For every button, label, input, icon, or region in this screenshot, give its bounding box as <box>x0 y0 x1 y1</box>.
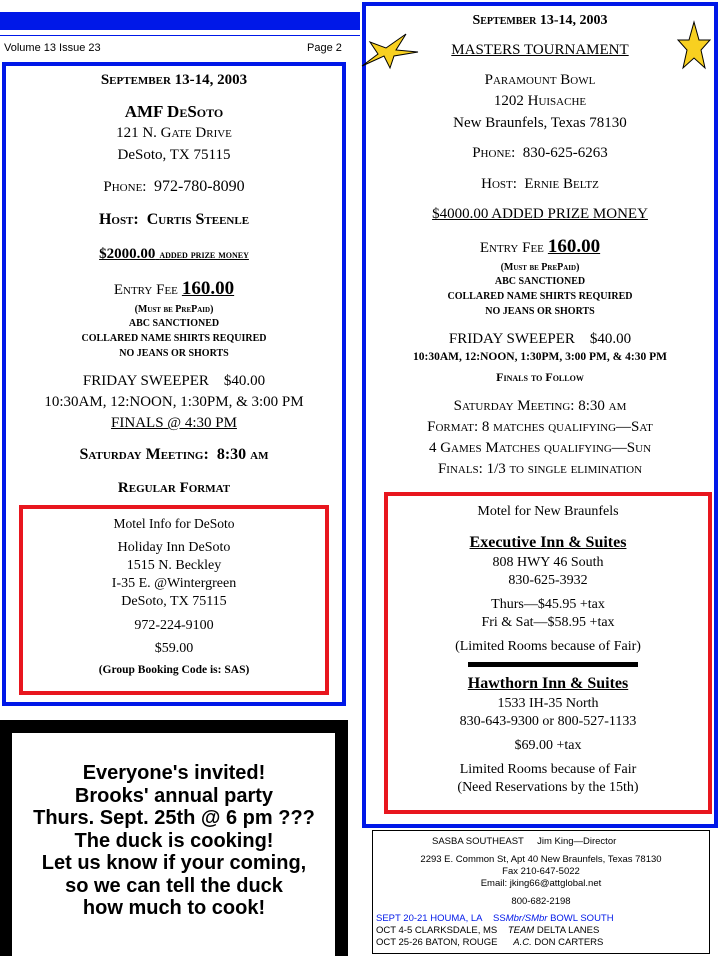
volume-label: Volume 13 Issue 23 <box>4 42 101 54</box>
header-band <box>0 12 360 30</box>
right-motel-rate2: Fri & Sat—$58.95 +tax <box>481 615 615 630</box>
page-number: Page 2 <box>307 42 342 54</box>
party-line: Let us know if your coming, <box>41 852 307 874</box>
footer-org-line <box>432 836 692 847</box>
right-motel-title: Motel for New Braunfels <box>477 504 619 519</box>
party-line: Thurs. Sept. 25th @ 6 pm ??? <box>33 807 315 829</box>
right-host-label: Host: <box>481 176 517 192</box>
event-date: OCT 4-5 CLARKSDALE, MS <box>376 925 498 936</box>
right-host: Ernie Beltz <box>524 176 599 192</box>
right-entry-line <box>366 236 714 258</box>
right-motel-phone1: 830-625-3932 <box>508 573 588 588</box>
motel-divider <box>468 662 638 667</box>
left-entry-label: Entry Fee <box>113 282 178 298</box>
party-announcement <box>0 762 348 920</box>
party-line: so we can tell the duck <box>65 874 283 897</box>
event-venue-a: A.C. <box>513 937 532 948</box>
left-phone-line <box>6 178 342 196</box>
right-address1: 1202 Huisache <box>493 93 587 109</box>
right-phone: 830-625-6263 <box>522 145 608 161</box>
right-sanctioned: ABC SANCTIONED <box>494 276 586 287</box>
left-date: September 13-14, 2003 <box>100 72 248 88</box>
event-venue-b: Mbr/SMbr <box>505 913 548 924</box>
footer-event-row <box>376 913 708 924</box>
right-motel-limited1: (Limited Rooms because of Fair) <box>455 639 641 654</box>
left-sweeper-times: 10:30AM, 12:NOON, 1:30PM, & 3:00 PM <box>44 394 304 410</box>
right-motel-reserve: (Need Reservations by the 15th) <box>457 780 639 795</box>
right-motel-phone2: 830-643-9300 or 800-527-1133 <box>459 714 637 729</box>
left-motel-code: (Group Booking Code is: SAS) <box>98 664 250 676</box>
event-venue-c: DON CARTERS <box>534 937 604 948</box>
left-sweeper-label: FRIDAY SWEEPER <box>82 373 209 389</box>
event-venue-a: SS <box>493 913 506 924</box>
left-meeting-ampm: am <box>250 446 269 463</box>
left-motel-title: Motel Info for DeSoto <box>113 516 235 531</box>
left-prize-text: added prize money <box>159 247 249 261</box>
right-no-jeans: NO JEANS OR SHORTS <box>485 306 595 317</box>
event-date: SEPT 20-21 HOUMA, LA <box>376 913 483 924</box>
left-sweeper-price: $40.00 <box>223 373 266 389</box>
event-date: OCT 25-26 BATON, ROUGE <box>376 937 498 948</box>
right-sweeper-label: FRIDAY SWEEPER <box>448 331 575 347</box>
left-motel-addr2: I-35 E. @Wintergreen <box>111 576 237 591</box>
left-host-line <box>6 211 342 229</box>
left-entry-fee: 160.00 <box>181 278 235 299</box>
left-finals: FINALS @ 4:30 PM <box>111 415 237 431</box>
footer-director: Jim King—Director <box>537 836 617 847</box>
right-phone-line <box>366 145 714 162</box>
right-games: 4 Games Matches qualifying—Sun <box>428 440 652 456</box>
party-line: The duck is cooking! <box>74 829 274 852</box>
event-venue-c: DELTA LANES <box>536 925 600 936</box>
right-motel-addr2: 1533 IH-35 North <box>497 696 599 711</box>
right-entry-label: Entry Fee <box>479 240 544 256</box>
right-must-prepaid: (Must be PrePaid) <box>500 262 580 273</box>
footer-email[interactable]: Email: jking66@attglobal.net <box>480 878 602 889</box>
footer-phone: 800-682-2198 <box>511 896 571 907</box>
left-prize-amount: $2000.00 <box>99 246 156 262</box>
right-motel-addr1: 808 HWY 46 South <box>492 555 604 570</box>
left-must-prepaid: (Must be PrePaid) <box>134 304 214 315</box>
right-meeting: Saturday Meeting: 8:30 am <box>453 398 627 414</box>
right-motel-rate1: Thurs—$45.95 +tax <box>491 597 605 612</box>
left-phone-label: Phone: <box>103 179 147 195</box>
left-venue: AMF DeSoto <box>124 102 224 121</box>
right-motel-rate3: $69.00 +tax <box>514 738 582 753</box>
left-entry-line <box>6 278 342 300</box>
footer-event-row <box>376 937 708 948</box>
right-sweeper-price: $40.00 <box>589 331 632 347</box>
right-finals-format: Finals: 1/3 to single elimination <box>437 461 643 477</box>
right-sweeper-line <box>366 331 714 348</box>
right-prize: $4000.00 ADDED PRIZE MONEY <box>432 206 648 222</box>
right-title: MASTERS TOURNAMENT <box>451 42 629 58</box>
left-format: Regular Format <box>117 480 231 496</box>
event-venue-a: TEAM <box>507 925 535 936</box>
right-venue: Paramount Bowl <box>484 72 596 88</box>
header-rule <box>0 35 360 36</box>
left-address1: 121 N. Gate Drive <box>116 125 232 141</box>
footer-event-row <box>376 925 708 936</box>
right-date: September 13-14, 2003 <box>472 13 608 28</box>
right-entry-fee: 160.00 <box>547 236 601 257</box>
right-motel-name2: Hawthorn Inn & Suites <box>467 675 629 692</box>
right-motel-limited2: Limited Rooms because of Fair <box>459 762 637 777</box>
left-motel-price: $59.00 <box>154 641 194 656</box>
right-collared: COLLARED NAME SHIRTS REQUIRED <box>447 291 633 302</box>
left-no-jeans: NO JEANS OR SHORTS <box>119 348 229 359</box>
left-host: Curtis Steenle <box>146 211 250 228</box>
left-sanctioned: ABC SANCTIONED <box>128 318 220 329</box>
right-host-line <box>366 176 714 193</box>
footer-fax: Fax 210-647-5022 <box>502 866 580 877</box>
event-venue-c: BOWL SOUTH <box>550 913 614 924</box>
left-address2: DeSoto, TX 75115 <box>117 147 231 163</box>
footer-org: SASBA SOUTHEAST <box>432 836 524 847</box>
left-sweeper-line <box>6 373 342 390</box>
left-meeting-time: 8:30 <box>216 446 247 463</box>
right-finals: Finals to Follow <box>496 370 584 384</box>
party-line: Brooks' annual party <box>74 784 274 807</box>
right-sweeper-times: 10:30AM, 12:NOON, 1:30PM, 3:00 PM, & 4:30 PM <box>413 351 667 363</box>
left-prize-line <box>6 245 342 263</box>
left-motel-phone: 972-224-9100 <box>134 618 214 633</box>
left-motel-addr3: DeSoto, TX 75115 <box>121 594 227 609</box>
left-meeting-label: Saturday Meeting: <box>79 446 209 463</box>
footer-address: 2293 E. Common St, Apt 40 New Braunfels, Texas 78130 <box>420 854 662 865</box>
right-motel-name1: Executive Inn & Suites <box>469 534 627 551</box>
left-phone: 972-780-8090 <box>153 178 245 195</box>
left-meeting-line <box>6 446 342 464</box>
right-phone-label: Phone: <box>472 145 516 161</box>
party-line: how much to cook! <box>82 897 266 919</box>
right-address2: New Braunfels, Texas 78130 <box>453 115 627 131</box>
left-motel-addr1: 1515 N. Beckley <box>126 558 222 573</box>
left-motel-name: Holiday Inn DeSoto <box>117 540 231 555</box>
party-line: Everyone's invited! <box>82 762 266 784</box>
left-host-label: Host: <box>98 211 139 228</box>
right-format: Format: 8 matches qualifying—Sat <box>427 419 653 435</box>
left-collared: COLLARED NAME SHIRTS REQUIRED <box>81 333 267 344</box>
